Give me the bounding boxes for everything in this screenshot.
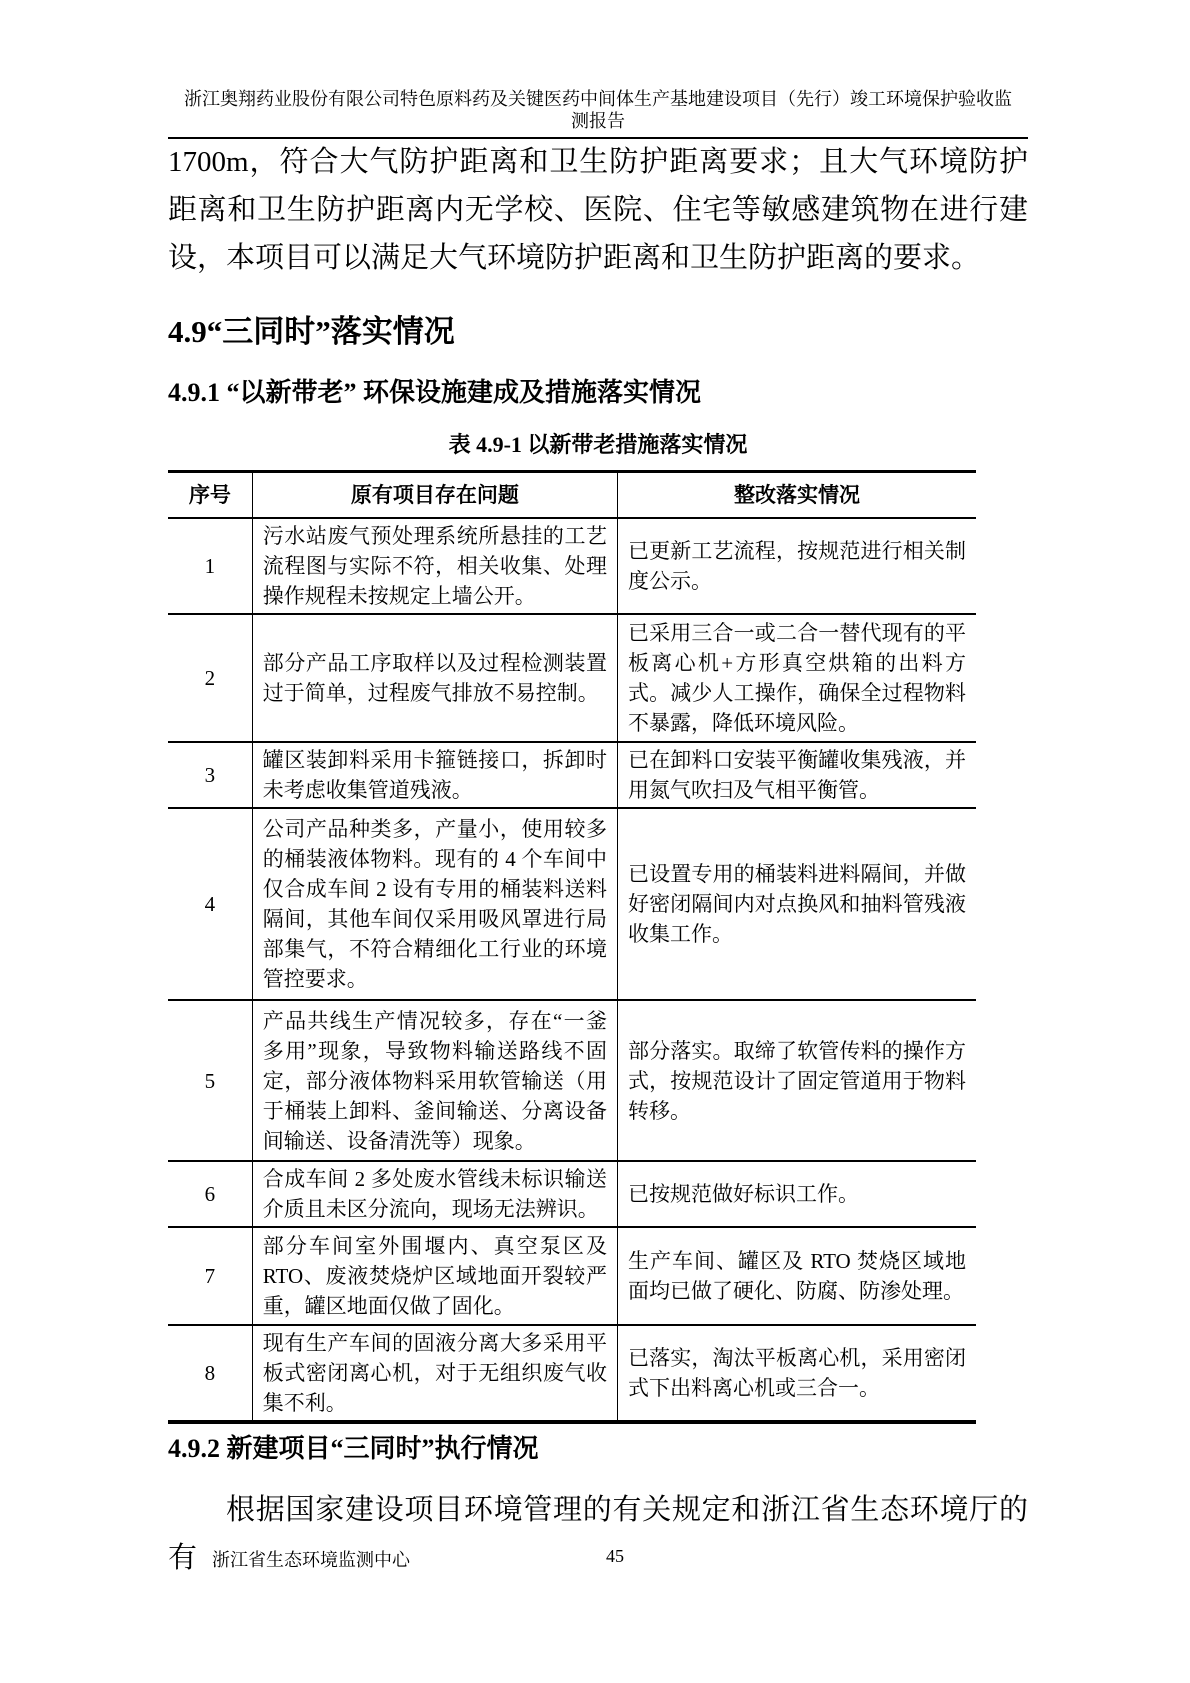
table-cell-no: 1 — [168, 518, 252, 614]
table-row — [168, 1000, 976, 1161]
table-body — [168, 518, 976, 1422]
table-cell-problem: 现有生产车间的固液分离大多采用平板式密闭离心机，对于无组织废气收集不利。 — [252, 1325, 617, 1422]
running-header-line2: 测报告 — [571, 111, 625, 131]
table-cell-no: 4 — [168, 808, 252, 1000]
table-cell-no: 2 — [168, 614, 252, 742]
table-cell-no: 8 — [168, 1325, 252, 1422]
running-header — [168, 88, 1028, 139]
footer-organization: 浙江省生态环境监测中心 — [212, 1550, 410, 1570]
table-cell-no: 7 — [168, 1227, 252, 1325]
table-cell-problem: 污水站废气预处理系统所悬挂的工艺流程图与实际不符，相关收集、处理操作规程未按规定上墙公开。 — [252, 518, 617, 614]
table-row — [168, 1227, 976, 1325]
table-header-row — [168, 472, 976, 519]
table-cell-action: 已设置专用的桶装料进料隔间，并做好密闭隔间内对点换风和抽料管残液收集工作。 — [618, 808, 976, 1000]
table-cell-no: 5 — [168, 1000, 252, 1161]
intro-paragraph: 1700m，符合大气防护距离和卫生防护距离要求；且大气环境防护距离和卫生防护距离内无学校、医院、住宅等敏感建筑物在进行建设，本项目可以满足大气环境防护距离和卫生防护距离的要求。 — [168, 146, 1028, 274]
table-cell-problem: 罐区装卸料采用卡箍链接口，拆卸时未考虑收集管道残液。 — [252, 742, 617, 808]
table-cell-action: 已采用三合一或二合一替代现有的平板离心机+方形真空烘箱的出料方式。减少人工操作，确保全过程物料不暴露，降低环境风险。 — [618, 614, 976, 742]
table-cell-action: 已在卸料口安装平衡罐收集残液，并用氮气吹扫及气相平衡管。 — [618, 742, 976, 808]
footer-page-number: 45 — [606, 1546, 624, 1566]
table-cell-action: 部分落实。取缔了软管传料的操作方式，按规范设计了固定管道用于物料转移。 — [618, 1000, 976, 1161]
table-cell-problem: 部分产品工序取样以及过程检测装置过于简单，过程废气排放不易控制。 — [252, 614, 617, 742]
table-cell-action: 已更新工艺流程，按规范进行相关制度公示。 — [618, 518, 976, 614]
running-header-line1: 浙江奥翔药业股份有限公司特色原料药及关键医药中间体生产基地建设项目（先行）竣工环境保护验收监 — [184, 89, 1012, 109]
table-cell-problem: 合成车间 2 多处废水管线未标识输送介质且未区分流向，现场无法辨识。 — [252, 1161, 617, 1227]
table-cell-no: 3 — [168, 742, 252, 808]
table-header-problem: 原有项目存在问题 — [252, 472, 617, 519]
table-cell-problem: 产品共线生产情况较多，存在“一釜多用”现象，导致物料输送路线不固定，部分液体物料采用软管输送（用于桶装上卸料、釜间输送、分离设备间输送、设备清洗等）现象。 — [252, 1000, 617, 1161]
section-heading-4-9-2: 4.9.2 新建项目“三同时”执行情况 — [168, 1434, 539, 1463]
rectification-table — [168, 470, 976, 1424]
table-header-no: 序号 — [168, 472, 252, 519]
table-cell-action: 生产车间、罐区及 RTO 焚烧区域地面均已做了硬化、防腐、防渗处理。 — [618, 1227, 976, 1325]
table-cell-action: 已按规范做好标识工作。 — [618, 1161, 976, 1227]
closing-paragraph: 根据国家建设项目环境管理的有关规定和浙江省生态环境厅的有 — [168, 1494, 1028, 1574]
table-cell-problem: 公司产品种类多，产量小，使用较多的桶装液体物料。现有的 4 个车间中仅合成车间 2 设有专用的桶装料送料隔间，其他车间仅采用吸风罩进行局部集气，不符合精细化工行业的环境管控要求。 — [252, 808, 617, 1000]
table-row — [168, 518, 976, 614]
section-heading-4-9: 4.9“三同时”落实情况 — [168, 314, 455, 349]
table-row — [168, 808, 976, 1000]
table-row — [168, 1325, 976, 1422]
table-header-action: 整改落实情况 — [618, 472, 976, 519]
table-row — [168, 1161, 976, 1227]
table-cell-action: 已落实，淘汰平板离心机，采用密闭式下出料离心机或三合一。 — [628, 1346, 966, 1400]
table-cell-no: 6 — [168, 1161, 252, 1227]
section-heading-4-9-1: 4.9.1 “以新带老” 环保设施建成及措施落实情况 — [168, 378, 702, 407]
table-caption: 表 4.9-1 以新带老措施落实情况 — [448, 432, 748, 457]
table-row — [168, 614, 976, 742]
table-row — [168, 742, 976, 808]
rectification-table-wrap — [168, 470, 976, 1424]
table-cell-problem: 部分车间室外围堰内、真空泵区及 RTO、废液焚烧炉区域地面开裂较严重，罐区地面仅做了固化。 — [252, 1227, 617, 1325]
